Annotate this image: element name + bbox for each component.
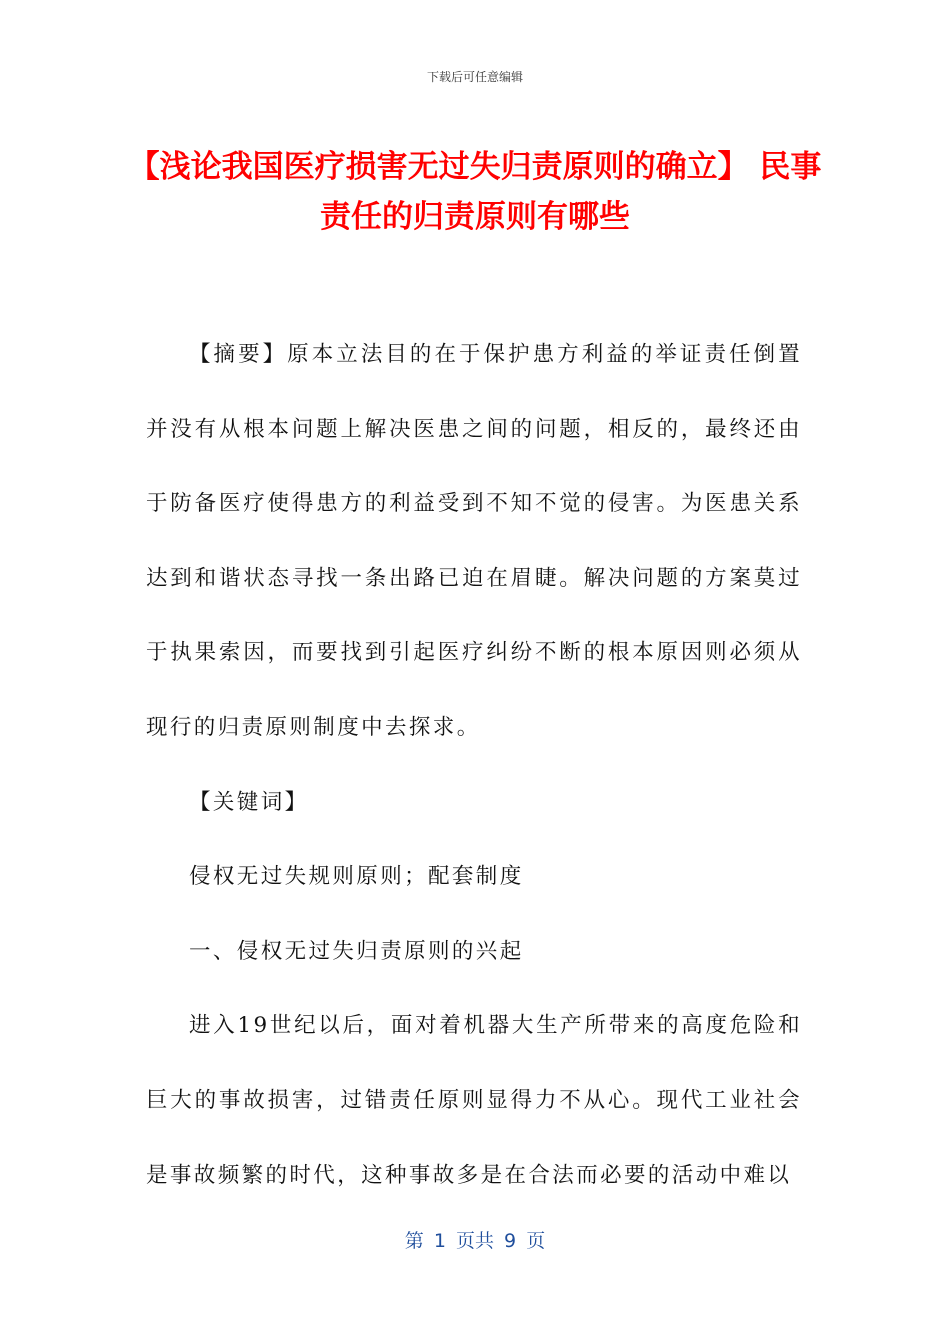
keywords-heading: 【关键词】: [189, 789, 309, 815]
footer-middle: 页共: [455, 1230, 494, 1252]
footer-prefix: 第: [404, 1230, 424, 1252]
abstract-paragraph: 【摘要】原本立法目的在于保护患方利益的举证责任倒置并没有从根本问题上解决医患之间的问题，相反的，最终还由于防备医疗使得患方的利益受到不知不觉的侵害。为医患关系达到和谐状态寻找一条出路已迫在眉睫。解决问题的方案莫过于执果索因，而要找到引起医疗纠纷不断的根本原因则必须从现行的归责原则制度中去探求。: [146, 342, 802, 740]
section-heading: 一、侵权无过失归责原则的兴起: [189, 938, 524, 964]
body-paragraph: 进入19世纪以后，面对着机器大生产所带来的高度危险和巨大的事故损害，过错责任原则显得力不从心。现代工业社会是事故频繁的时代，这种事故多是在合法而必要的活动中难以: [146, 1013, 802, 1188]
header-note: 下载后可任意编辑: [426, 70, 523, 84]
current-page-number: 1: [433, 1230, 446, 1252]
page-footer: [0, 1226, 950, 1253]
total-pages-number: 9: [504, 1230, 517, 1252]
document-body: [146, 318, 802, 1213]
keywords-paragraph: 侵权无过失规则原则；配套制度: [189, 864, 524, 890]
footer-suffix: 页: [526, 1230, 546, 1252]
document-title: 【浅论我国医疗损害无过失归责原则的确立】 民事责任的归责原则有哪些: [128, 149, 822, 235]
